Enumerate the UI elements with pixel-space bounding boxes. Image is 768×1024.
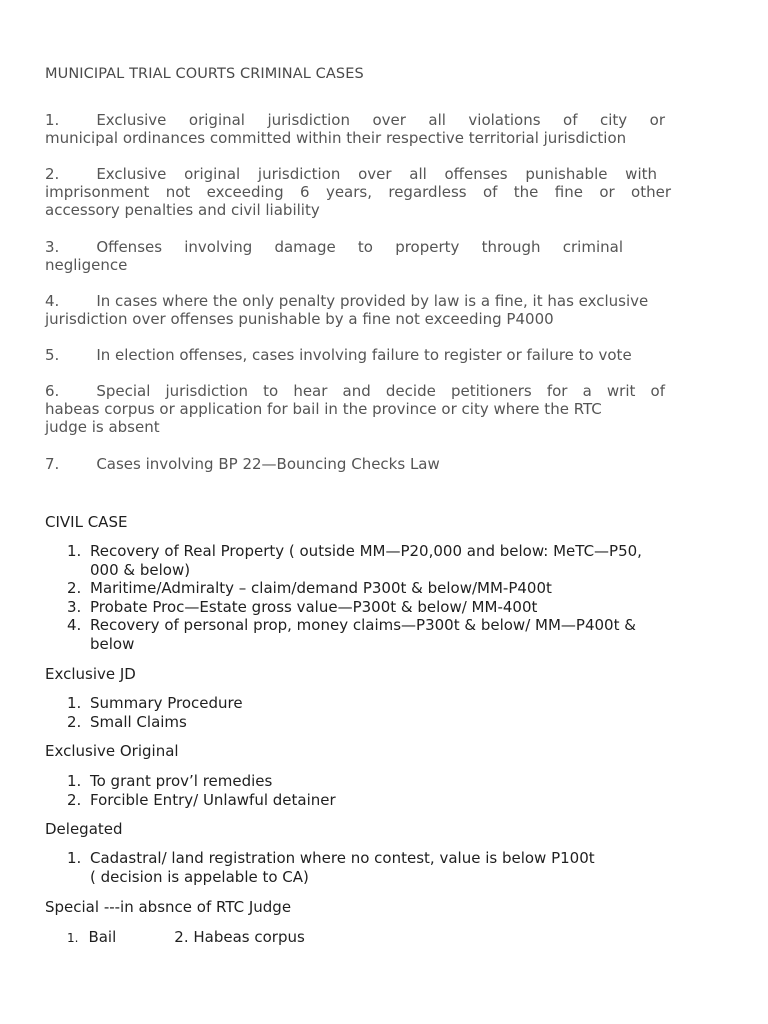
civil-case-list bbox=[45, 542, 642, 653]
exclusive-jd-heading: Exclusive JD bbox=[45, 665, 136, 683]
bail-item: Bail bbox=[88, 928, 117, 946]
exclusive-original-heading: Exclusive Original bbox=[45, 742, 179, 760]
item-number: 4. bbox=[45, 292, 60, 310]
criminal-item-2: 2. Exclusive original jurisdiction over all offenses punishable with imprisonment not exceeding 6 years, regardless of the fine or other accessory penalties and civil liability bbox=[45, 165, 671, 219]
criminal-item-4: 4. In cases where the only penalty provided by law is a fine, it has exclusive jurisdiction over offenses punishable by a fine not exceeding P4000 bbox=[45, 292, 649, 328]
item-number: 1. bbox=[67, 931, 79, 945]
exclusive-jd-list bbox=[45, 694, 243, 731]
exclusive-original-list bbox=[45, 772, 336, 809]
delegated-list bbox=[45, 849, 595, 886]
item-number: 7. bbox=[45, 455, 60, 473]
list-item: 3. Probate Proc—Estate gross value—P300t & below/ MM-400t bbox=[67, 597, 538, 616]
criminal-item-5: 5. In election offenses, cases involving failure to register or failure to vote bbox=[45, 346, 632, 364]
item-number: 1. bbox=[45, 111, 60, 129]
delegated-heading: Delegated bbox=[45, 820, 123, 838]
criminal-item-6: 6. Special jurisdiction to hear and decide petitioners for a writ of habeas corpus or application for bail in the province or city where the RTC judge is absent bbox=[45, 382, 665, 436]
item-number: 2. bbox=[45, 165, 60, 183]
list-item: 1. To grant prov’l remedies bbox=[67, 772, 273, 790]
criminal-item-7: 7. Cases involving BP 22—Bouncing Checks Law bbox=[45, 455, 440, 473]
criminal-item-1: 1. Exclusive original jurisdiction over all violations of city or municipal ordinances committed within their respective territorial jurisdiction bbox=[45, 111, 665, 147]
criminal-item-3: 3. Offenses involving damage to property through criminal negligence bbox=[45, 238, 623, 274]
special-items bbox=[67, 928, 305, 947]
list-item: 2. Small Claims bbox=[67, 712, 187, 731]
list-item: 1. Cadastral/ land registration where no contest, value is below P100t ( decision is appelable to CA) bbox=[67, 849, 595, 886]
item-number: 6. bbox=[45, 382, 60, 400]
list-item: 1. Summary Procedure bbox=[67, 694, 243, 712]
special-heading: Special ---in absnce of RTC Judge bbox=[45, 898, 292, 916]
habeas-corpus-item: 2. Habeas corpus bbox=[174, 928, 305, 946]
item-number: 5. bbox=[45, 346, 60, 364]
list-item: 4. Recovery of personal prop, money claims—P300t & below/ MM—P400t & below bbox=[67, 616, 636, 653]
item-number: 3. bbox=[45, 238, 60, 256]
list-item: 1. Recovery of Real Property ( outside MM—P20,000 and below: MeTC—P50, 000 & below) bbox=[67, 542, 642, 579]
civil-case-heading: CIVIL CASE bbox=[45, 513, 128, 531]
list-item: 2. Maritime/Admiralty – claim/demand P300t & below/MM-P400t bbox=[67, 579, 552, 597]
list-item: 2. Forcible Entry/ Unlawful detainer bbox=[67, 790, 336, 809]
document-title: MUNICIPAL TRIAL COURTS CRIMINAL CASES bbox=[45, 66, 364, 82]
